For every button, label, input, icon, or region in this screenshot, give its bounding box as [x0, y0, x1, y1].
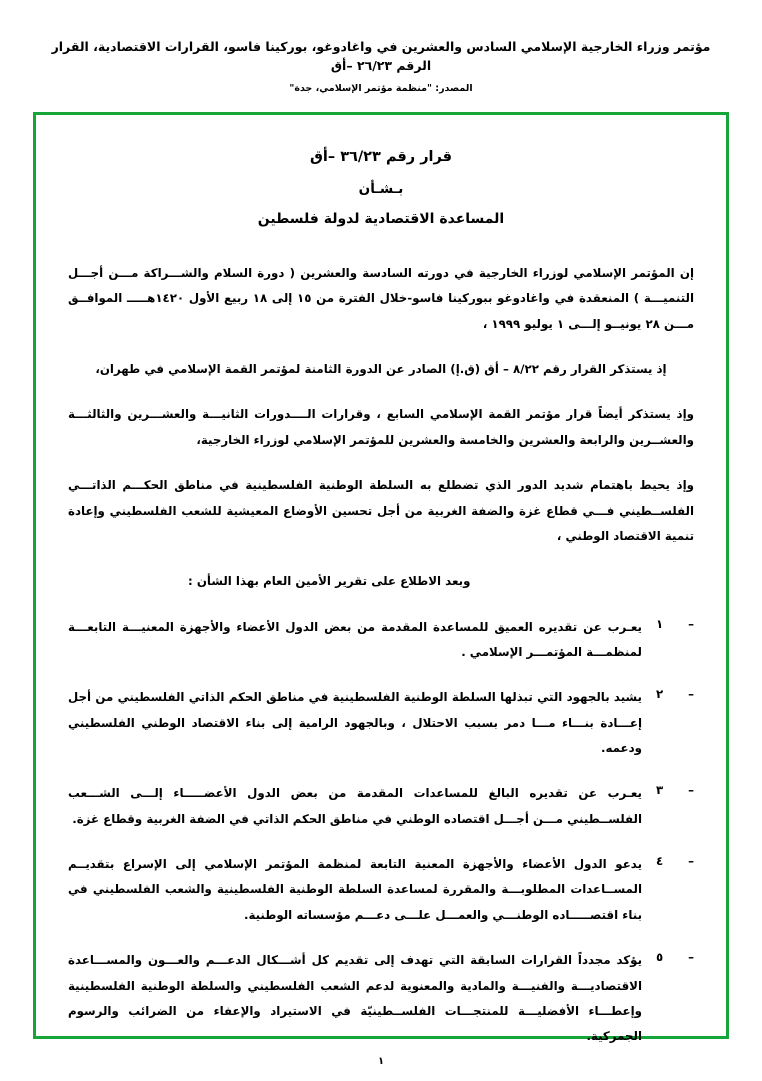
preamble-paragraph-4: وإذ يحيط باهتمام شديد الدور الذي تضطلع به السلطة الوطنية الفلسطينية في مناطق الحكـــم الذاتـــي الفلســطيني فـــي قطاع غزة والضفة الغربية من أجل تحسين الأوضاع المعيشية للشعب الفلسطيني وإعادة تنمية الاقتصاد الوطني ، — [68, 478, 694, 543]
list-item — [68, 615, 694, 666]
resolution-subject-title: المساعدة الاقتصادية لدولة فلسطين — [257, 211, 505, 227]
list-item — [68, 948, 694, 1049]
preamble-paragraph-2: إذ يستذكر القرار رقم ٨/٢٢ – أق (ق.إ) الصادر عن الدورة الثامنة لمؤتمر القمة الإسلامي في طهران، — [95, 362, 667, 377]
header-source: المصدر: "منظمة مؤتمر الإسلامي، جدة" — [289, 82, 473, 94]
list-item-marker — [642, 781, 694, 797]
list-item-marker — [642, 685, 694, 701]
resolution-about-label: بـشـأن — [358, 181, 404, 197]
page-header — [0, 0, 762, 94]
list-item-text: يعـرب عن تقديره العميق للمساعدة المقدمة من بعض الدول الأعضاء والأجهزة المعنيـــة التابعـــة لمنظمـــة المؤتمـــر الإسلامي . — [68, 619, 642, 659]
list-item-marker — [642, 852, 694, 868]
preamble-paragraph-5: وبعد الاطلاع على تقرير الأمين العام بهذا الشأن : — [188, 574, 471, 589]
list-item-number: ٥ — [656, 950, 664, 965]
list-item-dash: – — [688, 783, 694, 798]
header-title: مؤتمر وزراء الخارجية الإسلامي السادس والعشرين في واغادوغو، بوركينا فاسو، القرارات الاقتصادية، القرار الرقم ٢٦/٢٣ –أق — [51, 39, 711, 73]
list-item-number: ٣ — [656, 783, 664, 798]
list-item-number: ٤ — [656, 854, 664, 869]
list-item — [68, 781, 694, 832]
list-item-marker — [642, 948, 694, 964]
list-item-number: ٢ — [656, 687, 664, 702]
list-item-dash: – — [688, 854, 694, 869]
preamble-paragraph-1: إن المؤتمر الإسلامي لوزراء الخارجية في دورته السادسة والعشرين ( دورة السلام والشـــراكة مـــن أجـــل التنميـــة ) المنعقدة في واغادوغو ببوركينا فاسو-خلال الفترة من ١٥ إلى ١٨ ربيع الأول ١٤٢٠هـــــ الموافــق مـــن ٢٨ يونيــو إلـــى ١ يوليو ١٩٩٩ ، — [68, 266, 694, 331]
list-item-text: يعـرب عن تقديره البالغ للمساعدات المقدمة من بعض الدول الأعضـــــاء إلـــى الشـــعب الفلســطيني مـــن أجـــل اقتصاده الوطني في مناطق الحكم الذاتي في الضفة الغربية وقطاع غزة. — [68, 786, 642, 826]
page-number: ١ — [377, 1056, 385, 1067]
resolution-number-title: قرار رقم ٣٦/٢٣ –أق — [309, 149, 453, 165]
document-body — [36, 115, 726, 1070]
list-item-text: يؤكد مجدداً القرارات السابقة التي تهدف إلى تقديم كل أشـــكال الدعـــم والعـــون والمســـاعدة الاقتصاديـــة والفنيـــة والمادية والمعنوية لدعم الشعب الفلسطيني والسلطة الوطنية الفلسطينية وإعطـــاء الأفضليـــة للمنتجـــات الفلســطينيّة في الاستيراد والإعفاء من الضرائب والرسوم الجمركية. — [68, 953, 642, 1044]
list-item-text: يشيد بالجهود التي تبذلها السلطة الوطنية الفلسطينية في مناطق الحكم الذاتي الفلسطيني من أجل إعـــادة بنـــاء مـــا دمر بسبب الاحتلال ، وبالجهود الرامية إلى بناء الاقتصاد الوطني الفلسطيني ودعمه. — [68, 690, 642, 756]
list-item — [68, 852, 694, 928]
list-item-number: ١ — [656, 616, 664, 631]
list-item-dash: – — [688, 687, 694, 702]
list-item-text: يدعو الدول الأعضاء والأجهزة المعنية التابعة لمنظمة المؤتمر الإسلامي إلى الإسراع بتقديــم المســاعدات المطلوبـــة والمقررة لمساعدة السلطة الوطنية الفلسطينية والشعب الفلسطيني في بناء اقتصـــــاده الوطنـــي والعمـــل علـــى دعـــم مؤسساته الوطنية. — [68, 857, 642, 922]
list-item-dash: – — [688, 950, 694, 965]
list-item-marker — [642, 615, 694, 631]
list-item — [68, 685, 694, 761]
green-border-frame — [33, 112, 729, 1044]
list-item-dash: – — [688, 616, 694, 631]
preamble-paragraph-3: وإذ يستذكر أيضاً قرار مؤتمر القمة الإسلامي السابع ، وقرارات الــــدورات الثانيـــة والعشـــرين والثالثـــة والعشــرين والرابعة والعشرين والخامسة والعشرين للمؤتمر الإسلامي لوزراء الخارجية، — [68, 407, 694, 447]
